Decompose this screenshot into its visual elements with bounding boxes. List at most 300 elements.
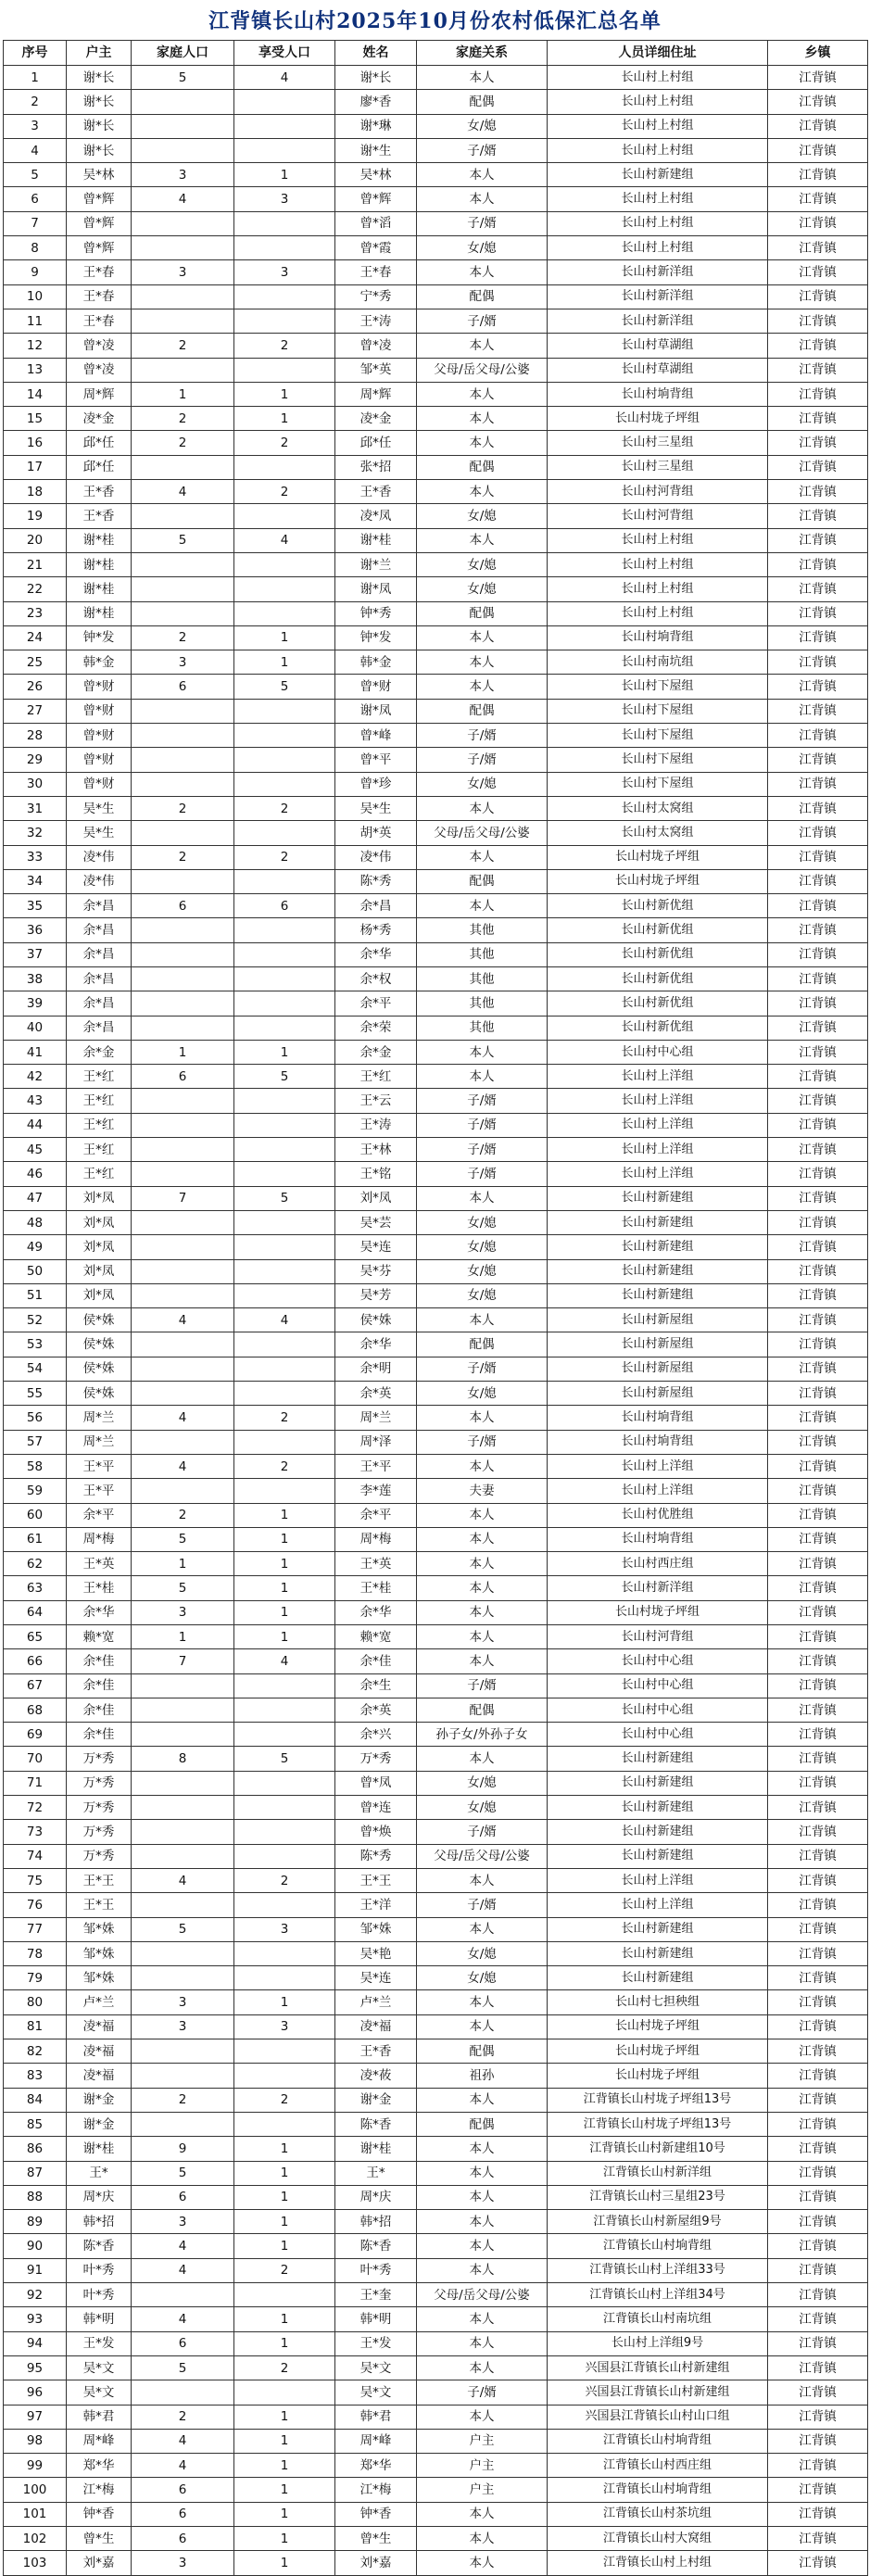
cell-col-relation: 子/婿 — [417, 211, 548, 235]
cell-col-town: 江背镇 — [768, 480, 868, 504]
table-row — [4, 650, 868, 675]
cell-col-address: 长山村上村组 — [548, 528, 768, 552]
cell-col-seq: 47 — [4, 1186, 67, 1210]
cell-col-town: 江背镇 — [768, 138, 868, 162]
table-row — [4, 724, 868, 748]
cell-col-address: 长山村下屋组 — [548, 675, 768, 699]
cell-col-family-size: 5 — [132, 2161, 234, 2185]
cell-col-relation: 女/媳 — [417, 552, 548, 576]
cell-col-town: 江背镇 — [768, 2112, 868, 2136]
cell-col-seq: 22 — [4, 577, 67, 601]
cell-col-address: 长山村上村组 — [548, 90, 768, 114]
cell-col-town: 江背镇 — [768, 1698, 868, 1722]
cell-col-seq: 82 — [4, 2039, 67, 2064]
cell-col-address: 长山村垧背组 — [548, 382, 768, 406]
cell-col-householder: 谢*桂 — [67, 577, 132, 601]
cell-col-benefit-size — [234, 991, 335, 1016]
cell-col-benefit-size — [234, 1259, 335, 1283]
cell-col-householder: 曾*辉 — [67, 187, 132, 211]
cell-col-householder: 周*辉 — [67, 382, 132, 406]
cell-col-town: 江背镇 — [768, 114, 868, 138]
cell-col-seq: 36 — [4, 918, 67, 942]
cell-col-seq: 58 — [4, 1454, 67, 1478]
cell-col-name: 余*华 — [335, 1600, 417, 1624]
cell-col-relation: 本人 — [417, 675, 548, 699]
cell-col-householder: 曾*财 — [67, 699, 132, 723]
cell-col-benefit-size — [234, 1235, 335, 1259]
cell-col-relation: 本人 — [417, 2551, 548, 2575]
cell-col-seq: 21 — [4, 552, 67, 576]
cell-col-householder: 赖*宽 — [67, 1625, 132, 1649]
cell-col-benefit-size — [234, 211, 335, 235]
cell-col-seq: 66 — [4, 1649, 67, 1673]
cell-col-seq: 77 — [4, 1917, 67, 1941]
cell-col-seq: 81 — [4, 2014, 67, 2039]
header-col-benefit-size: 享受人口 — [234, 41, 335, 66]
cell-col-name: 杨*秀 — [335, 918, 417, 942]
cell-col-town: 江背镇 — [768, 1990, 868, 2014]
cell-col-seq: 44 — [4, 1113, 67, 1137]
cell-col-address: 长山村河背组 — [548, 504, 768, 528]
cell-col-seq: 8 — [4, 236, 67, 260]
cell-col-relation: 子/婿 — [417, 1162, 548, 1186]
cell-col-name: 王*春 — [335, 260, 417, 284]
cell-col-town: 江背镇 — [768, 1357, 868, 1381]
cell-col-name: 曾*财 — [335, 675, 417, 699]
cell-col-relation: 子/婿 — [417, 1820, 548, 1844]
cell-col-family-size — [132, 138, 234, 162]
cell-col-relation: 本人 — [417, 1186, 548, 1210]
table-row — [4, 2088, 868, 2112]
cell-col-householder: 凌*福 — [67, 2039, 132, 2064]
cell-col-relation: 本人 — [417, 2331, 548, 2355]
cell-col-town: 江背镇 — [768, 1138, 868, 1162]
cell-col-relation: 本人 — [417, 2502, 548, 2526]
cell-col-householder: 曾*财 — [67, 675, 132, 699]
cell-col-town: 江背镇 — [768, 772, 868, 796]
cell-col-name: 郑*华 — [335, 2454, 417, 2478]
cell-col-relation: 其他 — [417, 942, 548, 966]
cell-col-address: 长山村新洋组 — [548, 1576, 768, 1600]
cell-col-benefit-size — [234, 1893, 335, 1917]
cell-col-benefit-size — [234, 1723, 335, 1747]
cell-col-name: 余*生 — [335, 1673, 417, 1698]
cell-col-town: 江背镇 — [768, 1868, 868, 1892]
cell-col-seq: 42 — [4, 1065, 67, 1089]
cell-col-family-size — [132, 1162, 234, 1186]
cell-col-householder: 曾*凌 — [67, 334, 132, 358]
cell-col-address: 江背镇长山村新洋组 — [548, 2161, 768, 2185]
cell-col-address: 长山村新优组 — [548, 918, 768, 942]
cell-col-benefit-size: 1 — [234, 2161, 335, 2185]
cell-col-address: 长山村中心组 — [548, 1040, 768, 1064]
cell-col-benefit-size — [234, 455, 335, 479]
cell-col-family-size: 2 — [132, 334, 234, 358]
cell-col-name: 王*云 — [335, 1089, 417, 1113]
cell-col-seq: 63 — [4, 1576, 67, 1600]
table-row — [4, 1868, 868, 1892]
cell-col-name: 吴*连 — [335, 1966, 417, 1990]
cell-col-householder: 王* — [67, 2161, 132, 2185]
cell-col-relation: 子/婿 — [417, 1138, 548, 1162]
cell-col-family-size — [132, 1844, 234, 1868]
table-row — [4, 334, 868, 358]
cell-col-seq: 4 — [4, 138, 67, 162]
cell-col-seq: 96 — [4, 2380, 67, 2405]
cell-col-name: 李*莲 — [335, 1479, 417, 1503]
table-row — [4, 455, 868, 479]
cell-col-relation: 本人 — [417, 382, 548, 406]
cell-col-householder: 余*佳 — [67, 1673, 132, 1698]
cell-col-name: 王*涛 — [335, 309, 417, 333]
cell-col-householder: 刘*凤 — [67, 1283, 132, 1307]
cell-col-householder: 陈*香 — [67, 2234, 132, 2258]
cell-col-address: 江背镇长山村垧背组 — [548, 2234, 768, 2258]
cell-col-benefit-size — [234, 748, 335, 772]
cell-col-family-size — [132, 1382, 234, 1406]
cell-col-name: 谢*长 — [335, 66, 417, 90]
table-row — [4, 2258, 868, 2282]
cell-col-relation: 女/媳 — [417, 1235, 548, 1259]
cell-col-householder: 谢*桂 — [67, 552, 132, 576]
cell-col-relation: 本人 — [417, 163, 548, 187]
cell-col-family-size — [132, 1235, 234, 1259]
cell-col-benefit-size — [234, 577, 335, 601]
cell-col-name: 余*华 — [335, 942, 417, 966]
cell-col-relation: 女/媳 — [417, 1210, 548, 1234]
cell-col-seq: 91 — [4, 2258, 67, 2282]
cell-col-seq: 52 — [4, 1308, 67, 1332]
cell-col-address: 江背镇长山村茶坑组 — [548, 2502, 768, 2526]
table-row — [4, 163, 868, 187]
cell-col-town: 江背镇 — [768, 748, 868, 772]
cell-col-name: 余*金 — [335, 1040, 417, 1064]
cell-col-householder: 王*红 — [67, 1113, 132, 1137]
cell-col-name: 王*红 — [335, 1065, 417, 1089]
cell-col-householder: 吴*文 — [67, 2355, 132, 2380]
cell-col-name: 吴*文 — [335, 2355, 417, 2380]
cell-col-family-size — [132, 942, 234, 966]
cell-col-householder: 万*秀 — [67, 1820, 132, 1844]
table-row — [4, 284, 868, 309]
cell-col-seq: 102 — [4, 2526, 67, 2550]
cell-col-seq: 83 — [4, 2064, 67, 2088]
cell-col-name: 王*王 — [335, 1868, 417, 1892]
table-row — [4, 2551, 868, 2575]
table-row — [4, 869, 868, 893]
cell-col-address: 长山村新优组 — [548, 991, 768, 1016]
cell-col-householder: 侯*姝 — [67, 1382, 132, 1406]
cell-col-town: 江背镇 — [768, 1454, 868, 1478]
cell-col-address: 江背镇长山村上洋组34号 — [548, 2283, 768, 2307]
cell-col-relation: 配偶 — [417, 1332, 548, 1357]
cell-col-address: 长山村中心组 — [548, 1723, 768, 1747]
cell-col-address: 江背镇长山村大窝组 — [548, 2526, 768, 2550]
cell-col-seq: 35 — [4, 894, 67, 918]
cell-col-name: 韩*君 — [335, 2405, 417, 2429]
cell-col-seq: 87 — [4, 2161, 67, 2185]
cell-col-family-size: 2 — [132, 407, 234, 431]
table-row — [4, 699, 868, 723]
table-row — [4, 260, 868, 284]
cell-col-town: 江背镇 — [768, 1113, 868, 1137]
cell-col-benefit-size — [234, 284, 335, 309]
cell-col-householder: 郑*华 — [67, 2454, 132, 2478]
cell-col-name: 刘*嘉 — [335, 2551, 417, 2575]
cell-col-address: 江背镇长山村垧背组 — [548, 2429, 768, 2453]
cell-col-address: 兴国县江背镇长山村山口组 — [548, 2405, 768, 2429]
cell-col-family-size: 4 — [132, 2307, 234, 2331]
relief-list-table — [3, 40, 868, 2576]
cell-col-seq: 13 — [4, 358, 67, 382]
cell-col-address: 长山村新洋组 — [548, 260, 768, 284]
table-row — [4, 821, 868, 845]
table-row — [4, 2210, 868, 2234]
table-row — [4, 1235, 868, 1259]
cell-col-family-size: 3 — [132, 1600, 234, 1624]
cell-col-town: 江背镇 — [768, 1527, 868, 1551]
cell-col-family-size — [132, 236, 234, 260]
cell-col-town: 江背镇 — [768, 2014, 868, 2039]
cell-col-householder: 王*红 — [67, 1089, 132, 1113]
cell-col-seq: 54 — [4, 1357, 67, 1381]
cell-col-name: 陈*香 — [335, 2234, 417, 2258]
cell-col-relation: 户主 — [417, 2429, 548, 2453]
cell-col-town: 江背镇 — [768, 1382, 868, 1406]
cell-col-householder: 刘*嘉 — [67, 2551, 132, 2575]
cell-col-benefit-size — [234, 1771, 335, 1795]
cell-col-householder: 周*庆 — [67, 2185, 132, 2209]
cell-col-relation: 本人 — [417, 1527, 548, 1551]
cell-col-relation: 本人 — [417, 845, 548, 869]
cell-col-address: 长山村七担秧组 — [548, 1990, 768, 2014]
cell-col-benefit-size — [234, 358, 335, 382]
cell-col-benefit-size: 1 — [234, 1552, 335, 1576]
cell-col-householder: 刘*凤 — [67, 1186, 132, 1210]
cell-col-family-size — [132, 748, 234, 772]
cell-col-name: 余*昌 — [335, 894, 417, 918]
cell-col-family-size — [132, 1673, 234, 1698]
cell-col-seq: 14 — [4, 382, 67, 406]
cell-col-benefit-size: 2 — [234, 796, 335, 820]
cell-col-benefit-size: 2 — [234, 1454, 335, 1478]
cell-col-householder: 邱*任 — [67, 455, 132, 479]
cell-col-seq: 27 — [4, 699, 67, 723]
table-row — [4, 114, 868, 138]
cell-col-benefit-size: 1 — [234, 2454, 335, 2478]
cell-col-householder: 周*峰 — [67, 2429, 132, 2453]
cell-col-benefit-size — [234, 1844, 335, 1868]
cell-col-benefit-size — [234, 1796, 335, 1820]
cell-col-relation: 女/媳 — [417, 577, 548, 601]
cell-col-seq: 29 — [4, 748, 67, 772]
cell-col-town: 江背镇 — [768, 1600, 868, 1624]
cell-col-family-size — [132, 90, 234, 114]
cell-col-town: 江背镇 — [768, 675, 868, 699]
cell-col-benefit-size — [234, 1210, 335, 1234]
cell-col-name: 刘*凤 — [335, 1186, 417, 1210]
cell-col-householder: 凌*伟 — [67, 845, 132, 869]
cell-col-householder: 王*红 — [67, 1138, 132, 1162]
cell-col-relation: 本人 — [417, 796, 548, 820]
cell-col-benefit-size — [234, 1138, 335, 1162]
cell-col-benefit-size: 6 — [234, 894, 335, 918]
cell-col-family-size: 4 — [132, 187, 234, 211]
cell-col-relation: 子/婿 — [417, 1089, 548, 1113]
header-col-town: 乡镇 — [768, 41, 868, 66]
table-row — [4, 1479, 868, 1503]
table-row — [4, 1990, 868, 2014]
cell-col-address: 长山村西庄组 — [548, 1552, 768, 1576]
cell-col-family-size: 3 — [132, 1990, 234, 2014]
table-row — [4, 601, 868, 625]
table-row — [4, 1089, 868, 1113]
cell-col-householder: 周*兰 — [67, 1430, 132, 1454]
cell-col-town: 江背镇 — [768, 1771, 868, 1795]
cell-col-family-size — [132, 1698, 234, 1722]
cell-col-seq: 10 — [4, 284, 67, 309]
cell-col-relation: 其他 — [417, 1016, 548, 1040]
header-col-householder: 户主 — [67, 41, 132, 66]
cell-col-family-size — [132, 869, 234, 893]
table-row — [4, 1382, 868, 1406]
cell-col-seq: 79 — [4, 1966, 67, 1990]
cell-col-relation: 本人 — [417, 2210, 548, 2234]
cell-col-family-size — [132, 1210, 234, 1234]
cell-col-benefit-size — [234, 942, 335, 966]
cell-col-benefit-size — [234, 1966, 335, 1990]
cell-col-town: 江背镇 — [768, 991, 868, 1016]
cell-col-town: 江背镇 — [768, 1016, 868, 1040]
cell-col-town: 江背镇 — [768, 163, 868, 187]
cell-col-householder: 余*昌 — [67, 918, 132, 942]
table-row — [4, 966, 868, 991]
cell-col-benefit-size — [234, 1673, 335, 1698]
cell-col-householder: 凌*伟 — [67, 869, 132, 893]
cell-col-name: 曾*霞 — [335, 236, 417, 260]
cell-col-seq: 59 — [4, 1479, 67, 1503]
cell-col-benefit-size: 5 — [234, 1747, 335, 1771]
cell-col-address: 长山村垅子坪组 — [548, 869, 768, 893]
cell-col-family-size: 6 — [132, 2478, 234, 2502]
cell-col-address: 兴国县江背镇长山村新建组 — [548, 2380, 768, 2405]
table-row — [4, 1576, 868, 1600]
cell-col-name: 钟*香 — [335, 2502, 417, 2526]
cell-col-town: 江背镇 — [768, 1186, 868, 1210]
cell-col-town: 江背镇 — [768, 2454, 868, 2478]
cell-col-name: 王*奎 — [335, 2283, 417, 2307]
table-row — [4, 991, 868, 1016]
cell-col-seq: 28 — [4, 724, 67, 748]
cell-col-name: 陈*秀 — [335, 1844, 417, 1868]
cell-col-relation: 子/婿 — [417, 138, 548, 162]
cell-col-address: 长山村新优组 — [548, 1016, 768, 1040]
cell-col-town: 江背镇 — [768, 2161, 868, 2185]
table-row — [4, 480, 868, 504]
cell-col-seq: 73 — [4, 1820, 67, 1844]
cell-col-address: 长山村新屋组 — [548, 1332, 768, 1357]
cell-col-relation: 本人 — [417, 1503, 548, 1527]
cell-col-relation: 父母/岳父母/公婆 — [417, 821, 548, 845]
cell-col-benefit-size: 2 — [234, 2258, 335, 2282]
cell-col-benefit-size — [234, 1382, 335, 1406]
cell-col-benefit-size: 2 — [234, 334, 335, 358]
cell-col-town: 江背镇 — [768, 577, 868, 601]
cell-col-benefit-size: 1 — [234, 2234, 335, 2258]
cell-col-benefit-size: 1 — [234, 2137, 335, 2161]
cell-col-relation: 本人 — [417, 2355, 548, 2380]
cell-col-seq: 76 — [4, 1893, 67, 1917]
cell-col-relation: 本人 — [417, 2234, 548, 2258]
cell-col-seq: 70 — [4, 1747, 67, 1771]
cell-col-benefit-size: 1 — [234, 382, 335, 406]
table-body — [4, 66, 868, 2576]
cell-col-name: 王*洋 — [335, 1893, 417, 1917]
cell-col-town: 江背镇 — [768, 1576, 868, 1600]
cell-col-address: 长山村上村组 — [548, 601, 768, 625]
cell-col-address: 长山村新屋组 — [548, 1357, 768, 1381]
cell-col-family-size — [132, 358, 234, 382]
cell-col-relation: 配偶 — [417, 1698, 548, 1722]
cell-col-benefit-size — [234, 138, 335, 162]
cell-col-seq: 12 — [4, 334, 67, 358]
cell-col-name: 胡*英 — [335, 821, 417, 845]
cell-col-seq: 24 — [4, 625, 67, 650]
cell-col-town: 江背镇 — [768, 407, 868, 431]
cell-col-address: 长山村下屋组 — [548, 772, 768, 796]
cell-col-family-size — [132, 1796, 234, 1820]
cell-col-householder: 吴*生 — [67, 821, 132, 845]
cell-col-relation: 配偶 — [417, 869, 548, 893]
cell-col-benefit-size — [234, 1162, 335, 1186]
cell-col-householder: 凌*福 — [67, 2064, 132, 2088]
cell-col-family-size: 5 — [132, 1576, 234, 1600]
cell-col-benefit-size: 1 — [234, 625, 335, 650]
cell-col-benefit-size — [234, 1113, 335, 1137]
cell-col-seq: 69 — [4, 1723, 67, 1747]
cell-col-householder: 王*桂 — [67, 1576, 132, 1600]
cell-col-town: 江背镇 — [768, 625, 868, 650]
cell-col-town: 江背镇 — [768, 284, 868, 309]
cell-col-town: 江背镇 — [768, 1040, 868, 1064]
cell-col-seq: 95 — [4, 2355, 67, 2380]
table-row — [4, 504, 868, 528]
cell-col-householder: 余*昌 — [67, 991, 132, 1016]
cell-col-address: 江背镇长山村新建组10号 — [548, 2137, 768, 2161]
cell-col-family-size: 2 — [132, 1503, 234, 1527]
cell-col-householder: 谢*长 — [67, 114, 132, 138]
cell-col-name: 陈*秀 — [335, 869, 417, 893]
cell-col-relation: 子/婿 — [417, 748, 548, 772]
cell-col-seq: 99 — [4, 2454, 67, 2478]
cell-col-address: 长山村新建组 — [548, 1210, 768, 1234]
cell-col-family-size: 6 — [132, 675, 234, 699]
cell-col-town: 江背镇 — [768, 504, 868, 528]
cell-col-address: 长山村垅子坪组 — [548, 2014, 768, 2039]
cell-col-address: 长山村草湖组 — [548, 334, 768, 358]
cell-col-family-size — [132, 2380, 234, 2405]
cell-col-name: 余*佳 — [335, 1649, 417, 1673]
table-row — [4, 90, 868, 114]
cell-col-seq: 43 — [4, 1089, 67, 1113]
cell-col-family-size: 2 — [132, 2405, 234, 2429]
cell-col-town: 江背镇 — [768, 2502, 868, 2526]
table-row — [4, 309, 868, 333]
table-row — [4, 2014, 868, 2039]
cell-col-town: 江背镇 — [768, 2307, 868, 2331]
cell-col-relation: 父母/岳父母/公婆 — [417, 358, 548, 382]
cell-col-name: 谢*兰 — [335, 552, 417, 576]
